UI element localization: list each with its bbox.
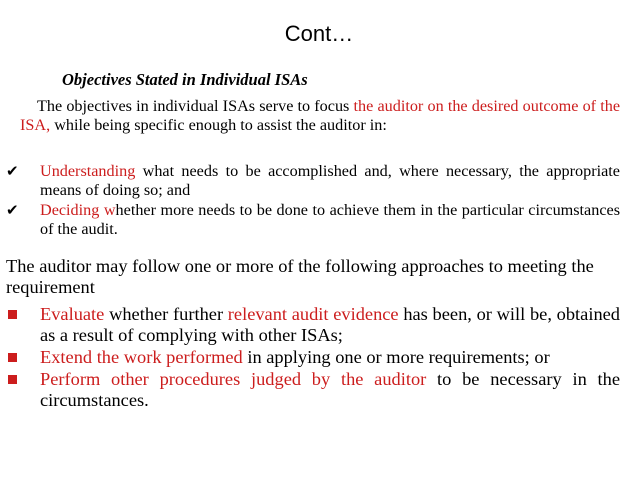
slide-title: Cont… bbox=[284, 21, 354, 46]
check-item-text: hether more needs to be done to achieve them in the particular circumstances of the audit. bbox=[40, 201, 620, 238]
bullet-keyword: Perform other procedures judged by the auditor bbox=[40, 369, 427, 389]
bullet-highlight: relevant audit evidence bbox=[227, 304, 399, 324]
square-bullet-icon bbox=[8, 310, 17, 319]
square-bullet-icon bbox=[8, 353, 17, 362]
check-item-keyword: Understanding bbox=[40, 162, 136, 180]
intro-highlight: the auditor on the desired outcome of the ISA, bbox=[20, 97, 621, 134]
square-bullet-icon bbox=[8, 375, 17, 384]
bullet-keyword: Extend the work performed bbox=[40, 347, 243, 367]
bullet-list bbox=[6, 304, 620, 412]
intro-text-1: The objectives in individual ISAs serve to focus bbox=[37, 97, 354, 115]
check-icon: ✔ bbox=[6, 162, 19, 180]
bullet-item-perform bbox=[6, 369, 620, 411]
bullet-text: to be necessary in the circumstances. bbox=[40, 369, 620, 410]
check-icon: ✔ bbox=[6, 201, 19, 219]
bullet-keyword: Evaluate bbox=[40, 304, 105, 324]
section-subheading: Objectives Stated in Individual ISAs bbox=[62, 70, 308, 89]
check-list bbox=[6, 162, 620, 240]
check-item-deciding bbox=[6, 201, 620, 239]
approaches-paragraph: The auditor may follow one or more of the following approaches to meeting the requirement bbox=[6, 256, 594, 297]
bullet-text-2: has been, or will be, obtained as a result of complying with other ISAs; bbox=[40, 304, 620, 345]
bullet-text: in applying one or more requirements; or bbox=[242, 347, 550, 367]
bullet-item-evaluate bbox=[6, 304, 620, 346]
bullet-text: whether further bbox=[104, 304, 228, 324]
intro-text-2: while being specific enough to assist the auditor in: bbox=[50, 116, 387, 134]
intro-paragraph bbox=[20, 97, 620, 135]
check-item-understanding bbox=[6, 162, 620, 200]
check-item-text: what needs to be accomplished and, where necessary, the appropriate means of doing so; and bbox=[40, 162, 620, 199]
check-item-keyword: Deciding w bbox=[40, 201, 116, 219]
bullet-item-extend bbox=[6, 347, 620, 368]
